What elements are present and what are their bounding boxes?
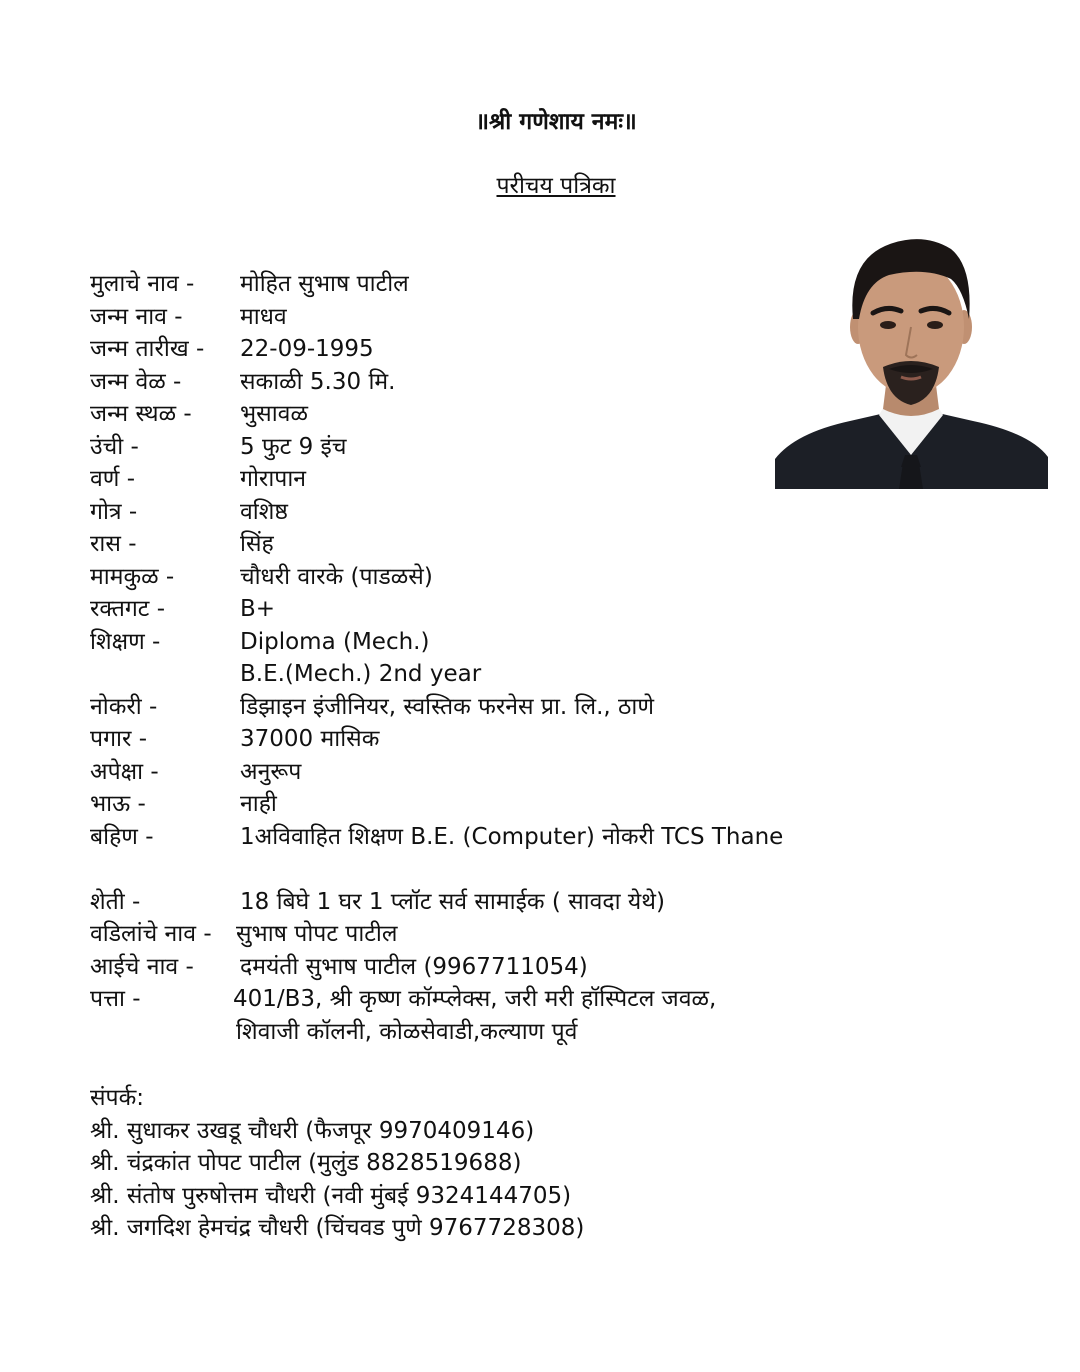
detail-value: गोरापान [240,466,307,492]
detail-value: 1अविवाहित शिक्षण B.E. (Computer) नोकरी TCS Thane [240,823,784,850]
detail-value: डिझाइन इंजीनियर, स्वस्तिक फरनेस प्रा. लि., ठाणे [240,693,654,720]
detail-value: 5 फुट 9 इंच [240,433,347,460]
detail-row-brother [90,788,1040,821]
detail-row-address [90,983,1040,1016]
detail-value: अनुरूप [240,758,302,785]
detail-value: 401/B3, श्री कृष्ण कॉम्प्लेक्स, जरी मरी हॉस्पिटल जवळ, [233,986,717,1012]
detail-row-rashi [90,528,1040,561]
detail-value: भुसावळ [240,401,308,427]
detail-label: शिक्षण - [90,628,161,655]
detail-label: आईचे नाव - [90,953,194,980]
detail-label: रास - [90,531,137,557]
detail-row-gotra [90,496,1040,529]
detail-label: जन्म स्थळ - [90,401,192,427]
detail-row-complexion [90,463,1040,496]
detail-value: शिवाजी कॉलनी, कोळसेवाडी,कल्याण पूर्व [236,1018,578,1045]
detail-value: चौधरी वारके (पाडळसे) [240,563,433,590]
detail-label: मामकुळ - [90,563,175,590]
detail-row-address-cont [90,1016,1040,1049]
detail-label: वडिलांचे नाव - [90,921,212,947]
detail-value: मोहित सुभाष पाटील [240,271,409,297]
detail-value: सिंह [240,531,274,557]
detail-label: पत्ता - [90,986,141,1012]
detail-value: B+ [240,596,276,622]
detail-value: वशिष्ठ [240,498,288,525]
detail-row-job [90,691,1040,724]
detail-row-blood-group [90,593,1040,626]
detail-value: माधव [240,303,287,330]
detail-label: वर्ण - [90,466,136,492]
detail-row-expectation [90,756,1040,789]
detail-label: जन्म नाव - [90,303,183,330]
contact-person: श्री. सुधाकर उखडू चौधरी (फैजपूर 9970409146) [90,1117,535,1144]
detail-label: जन्म वेळ - [90,368,182,395]
detail-value: B.E.(Mech.) 2nd year [240,661,482,687]
contact-person: श्री. संतोष पुरुषोत्तम चौधरी (नवी मुंबई 9324144705) [90,1182,572,1209]
detail-row-birth-name [90,301,1040,334]
detail-value: सकाळी 5.30 मि. [240,368,396,395]
detail-row-birth-date [90,333,1040,366]
detail-row-farm [90,886,1040,919]
detail-label: गोत्र - [90,498,138,525]
detail-row-father-name [90,918,1040,951]
page-title: परीचय पत्रिका [496,173,616,199]
contact-person: श्री. चंद्रकांत पोपट पाटील (मुलुंड 8828519688) [90,1150,522,1176]
detail-label: मुलाचे नाव - [90,271,195,297]
detail-row-mamkul [90,561,1040,594]
detail-label: जन्म तारीख - [90,336,205,362]
detail-row-education-cont [90,658,1040,691]
detail-row-birth-place [90,398,1040,431]
detail-row-name [90,268,1040,301]
detail-row-education [90,626,1040,659]
detail-row-height [90,431,1040,464]
detail-label: शेती - [90,888,141,915]
invocation-heading: ॥श्री गणेशाय नमः॥ [475,109,637,135]
detail-value: Diploma (Mech.) [240,628,430,655]
detail-row-birth-time [90,366,1040,399]
detail-row-salary [90,723,1040,756]
contact-person: श्री. जगदिश हेमचंद्र चौधरी (चिंचवड पुणे 9767728308) [90,1215,585,1241]
detail-value: 18 बिघे 1 घर 1 प्लॉट सर्व सामाईक ( सावदा येथे) [240,888,665,915]
detail-label: पगार - [90,726,147,752]
detail-value: 37000 मासिक [240,726,380,752]
detail-value: नाही [240,791,277,817]
detail-label: रक्तगट - [90,596,165,622]
detail-label: नोकरी - [90,693,158,720]
contacts-heading: संपर्क: [90,1085,145,1111]
detail-label: अपेक्षा - [90,758,159,785]
detail-value: दमयंती सुभाष पाटील (9967711054) [240,953,588,980]
contacts-section [90,1082,1040,1245]
detail-value: सुभाष पोपट पाटील [236,921,398,947]
detail-row-mother-name [90,951,1040,984]
detail-label: उंची - [90,433,139,460]
detail-value: 22-09-1995 [240,336,374,362]
biodata-details [90,268,1040,1048]
detail-label: बहिण - [90,823,154,850]
detail-label: भाऊ - [90,791,146,817]
detail-row-sister [90,821,1040,854]
